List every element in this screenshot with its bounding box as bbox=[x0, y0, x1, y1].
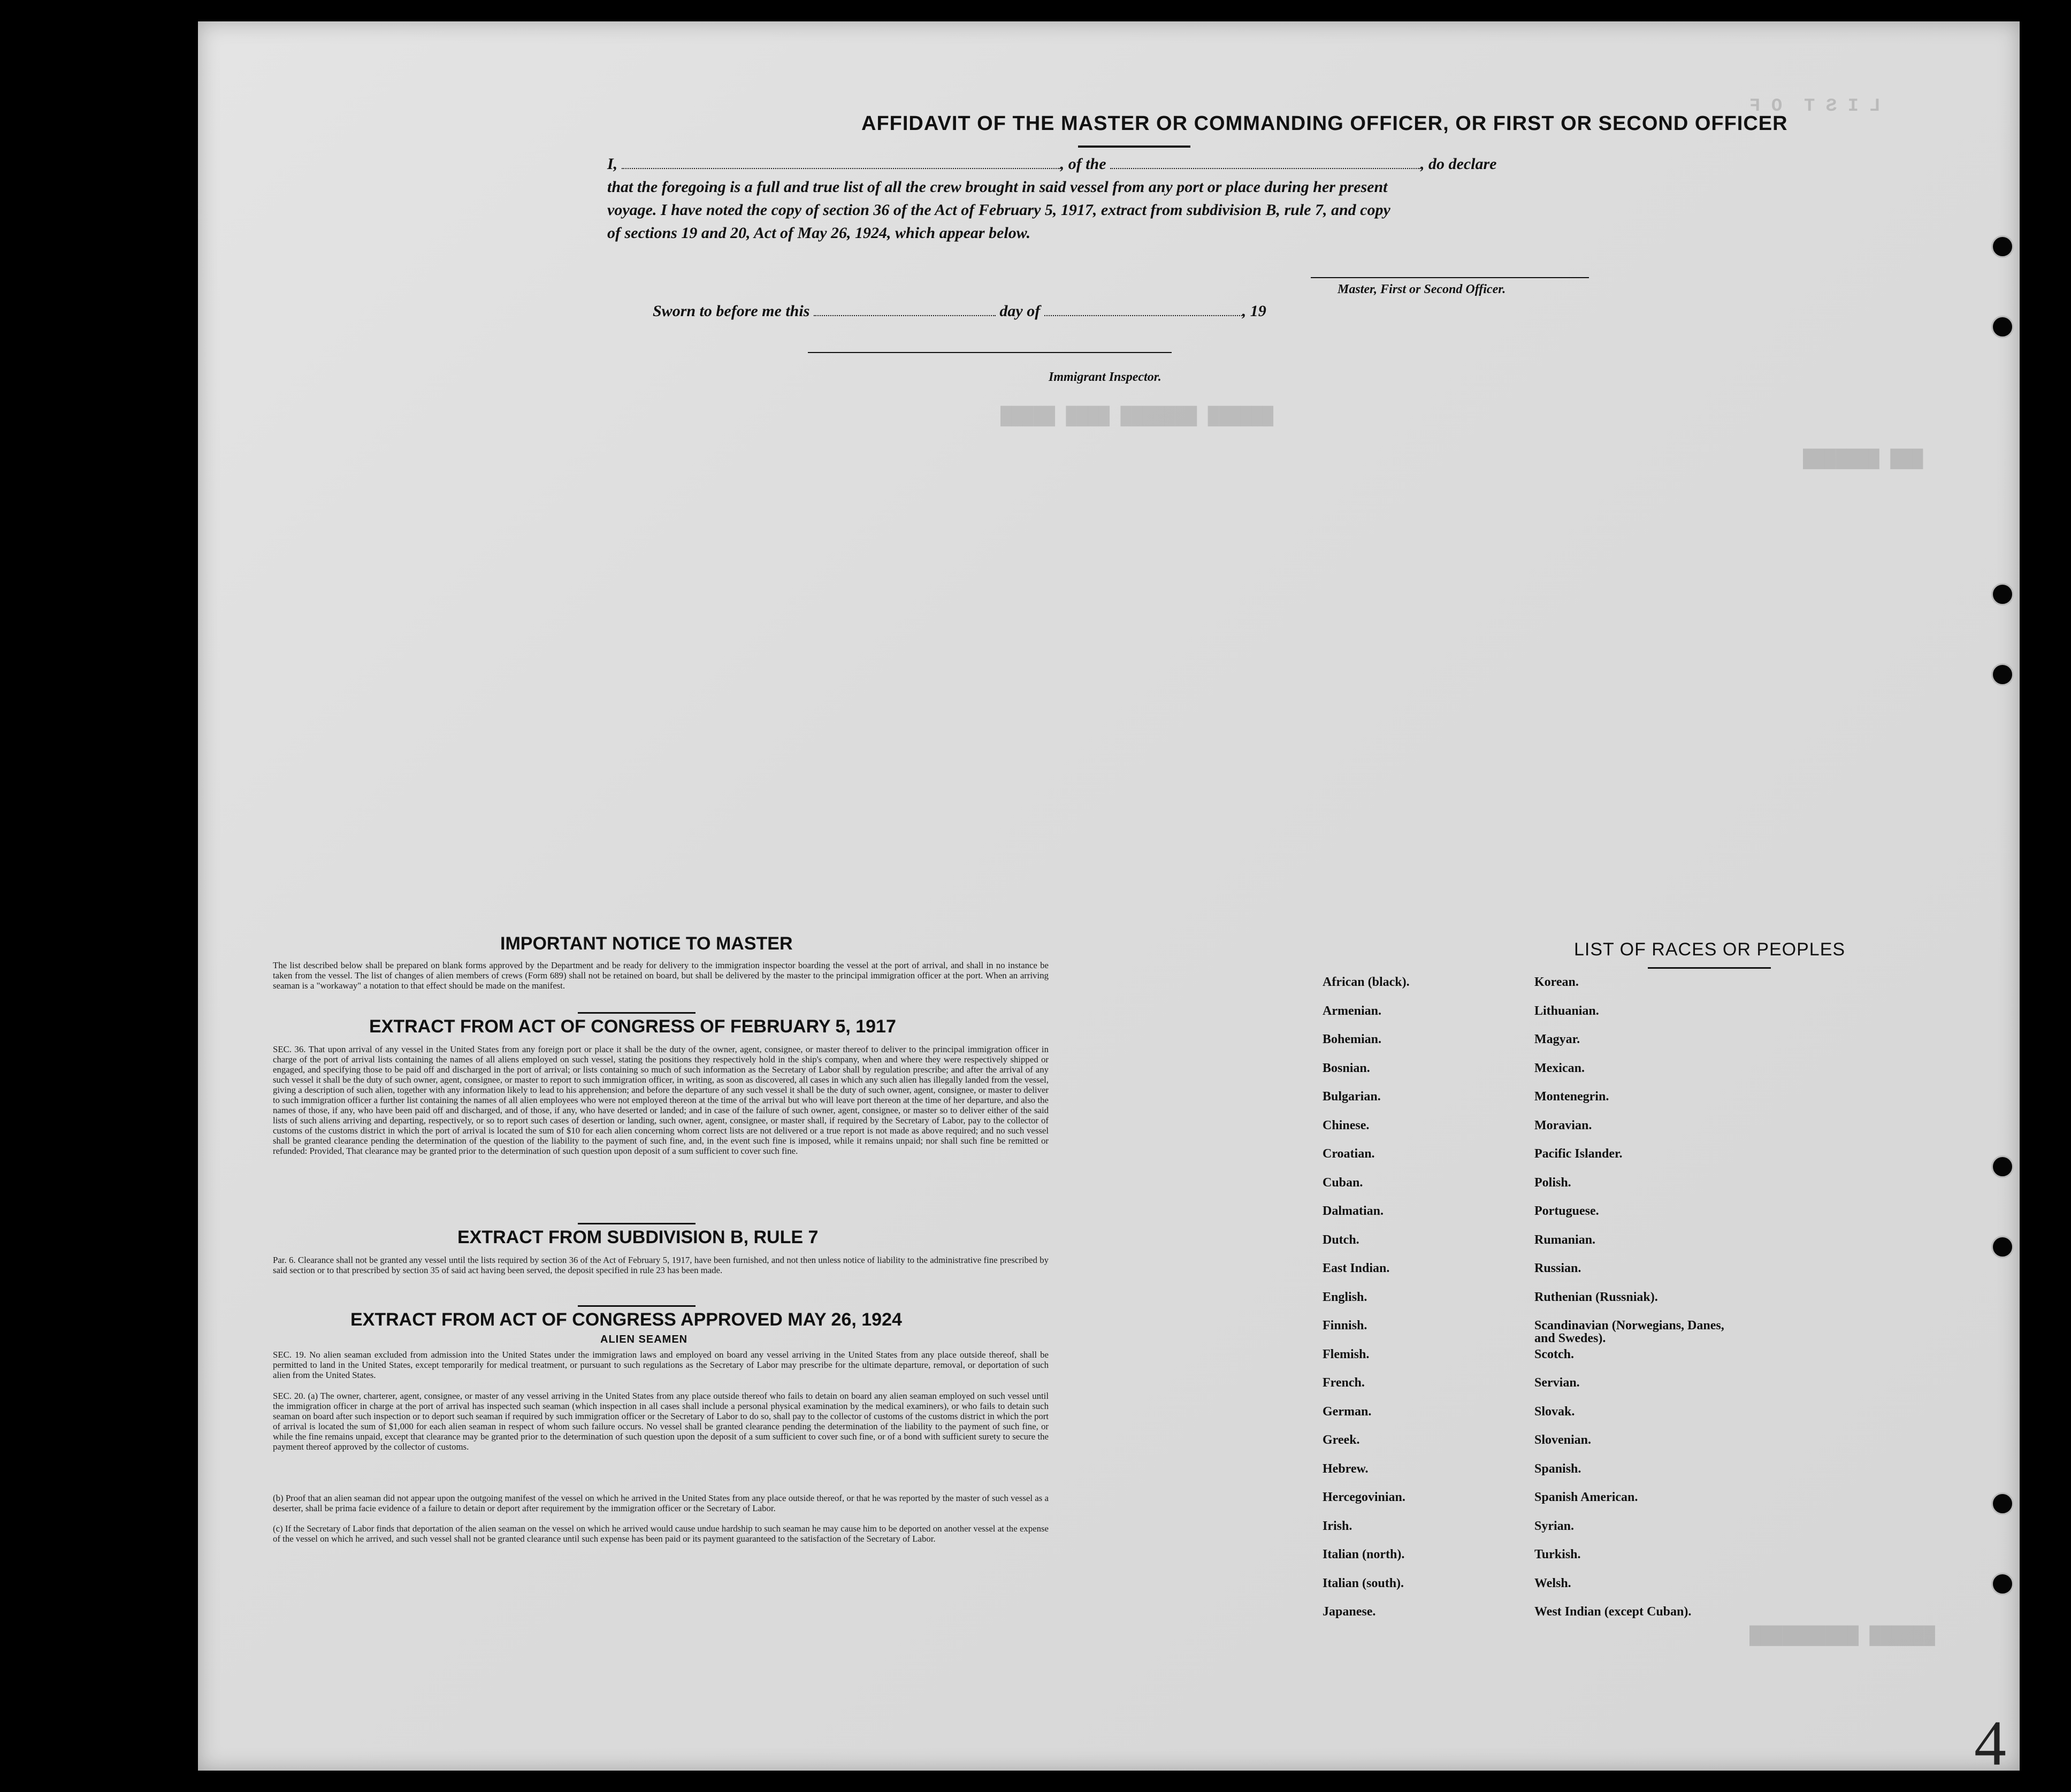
race-item: Finnish. bbox=[1323, 1319, 1367, 1332]
race-item: Turkish. bbox=[1534, 1548, 1581, 1561]
race-item: Spanish. bbox=[1534, 1461, 1581, 1476]
extract-1924-sec20: SEC. 20. (a) The owner, charterer, agent, consignee, or master of any vessel arriving in the United States from any place outside thereof who fails to detain on board any alien seaman employed on such vessel until the immigration officer in charge at the port of arrival has inspected such seaman (which inspection in all cases shall include a personal physical examination by the medical examiners), or who fails to detain such seaman on board after such inspection or to deport such seaman if required by such immigration officer or the Secretary of Labor to do so, shall pay to the collector of customs of the customs district in which the port of arrival is located the sum of $1,000 for each alien seaman in respect of whom such failure occurs. No vessel shall be granted clearance pending the determination of the liability to the payment of such fine, or while the fine remains unpaid, except that clearance may be granted prior to the determination of such question upon the deposit of a sum sufficient to cover such fine, or of a bond with sufficient surety to secure the payment thereof approved by the collector of customs. bbox=[273, 1391, 1049, 1452]
race-item: Dutch. bbox=[1323, 1232, 1359, 1247]
races-left-column bbox=[1323, 976, 1526, 1634]
document-sheet bbox=[198, 21, 2020, 1779]
name-field[interactable] bbox=[622, 155, 1060, 169]
race-item: Chinese. bbox=[1323, 1118, 1370, 1132]
extract-1917-title: EXTRACT FROM ACT OF CONGRESS OF FEBRUARY 5, 1917 bbox=[369, 1016, 896, 1037]
race-item: Polish. bbox=[1534, 1175, 1571, 1190]
race-item: Lithuanian. bbox=[1534, 1004, 1599, 1018]
binder-hole bbox=[1991, 583, 2014, 606]
bleed-through-text: ██████████ ██████ bbox=[1749, 1626, 1935, 1647]
binder-hole bbox=[1991, 1236, 2014, 1258]
race-item: Ruthenian (Russniak). bbox=[1534, 1290, 1658, 1304]
notice-title: IMPORTANT NOTICE TO MASTER bbox=[500, 933, 793, 954]
affidavit-title: AFFIDAVIT OF THE MASTER OR COMMANDING OFFICER, OR FIRST OR SECOND OFFICER bbox=[861, 112, 1788, 135]
race-item: Greek. bbox=[1323, 1433, 1360, 1447]
title-divider bbox=[1078, 145, 1190, 148]
sworn-month-field[interactable] bbox=[1044, 302, 1242, 316]
race-item: Italian (north). bbox=[1323, 1548, 1405, 1561]
affidavit-line-1: I, , of the , do declare bbox=[607, 155, 1497, 173]
race-item: Croatian. bbox=[1323, 1147, 1375, 1161]
binder-hole bbox=[1991, 235, 2014, 258]
race-item: Montenegrin. bbox=[1534, 1090, 1609, 1104]
races-right-column bbox=[1534, 976, 1802, 1634]
inspector-signature-line bbox=[808, 352, 1172, 353]
subdivision-b-title: EXTRACT FROM SUBDIVISION B, RULE 7 bbox=[457, 1227, 819, 1247]
bleed-through-text: L I S T O F bbox=[1749, 96, 1881, 117]
alien-seamen-subtitle: ALIEN SEAMEN bbox=[600, 1334, 688, 1345]
race-item: German. bbox=[1323, 1404, 1372, 1419]
binder-hole bbox=[1991, 1155, 2014, 1178]
master-signature-caption: Master, First or Second Officer. bbox=[1338, 282, 1506, 296]
extract-1924-sec19: SEC. 19. No alien seaman excluded from admission into the United States under the immigration laws and employed on board any vessel arriving in the United States from any place outside thereof, shall be permitted to land in the United States, except temporarily for medical treatment, or pursuant to such regulations as the Secretary of Labor may prescribe for the ultimate departure, removal, or deportation of such alien from the United States. bbox=[273, 1350, 1049, 1380]
race-item: Servian. bbox=[1534, 1376, 1580, 1390]
race-item: Hebrew. bbox=[1323, 1461, 1369, 1476]
affidavit-line-3: voyage. I have noted the copy of section 36 of the Act of February 5, 1917, extract from subdivision B, rule 7, and copy bbox=[607, 201, 1390, 219]
extract-1917-text: SEC. 36. That upon arrival of any vessel in the United States from any foreign port or place it shall be the duty of the owner, agent, consignee, or master thereof to deliver to the principal immigration officer in charge of the port of arrival lists containing the names of all aliens employed on such vessel, stating the positions they respectively hold in the ship's company, when and where they were respectively shipped or engaged, and specifying those to be paid off and discharged in the port of arrival; or lists containing so much of such information as the Secretary of Labor shall by regulation prescribe; and after the arrival of any such vessel it shall be the duty of such owner, agent, consignee, or master to report to such immigration officer, in writing, as soon as discovered, all cases in which any such alien has illegally landed from the vessel, giving a description of such alien, together with any information likely to lead to his apprehension; and before the departure of any such vessel it shall be the duty of such owner, agent, consignee, or master to deliver to such immigration officer a further list containing the names of all alien employees who were not employed thereon at the time of the arrival but who will leave port thereon at the time of her departure, and also the names of those, if any, who have been paid off and discharged, and of those, if any, who have deserted or landed; and in case of the failure of such owner, agent, consignee, or master so to deliver either of the said lists of such aliens arriving and departing, respectively, or so to report such cases of desertion or landing, such owner, agent, consignee, or master shall, if required by the Secretary of Labor, pay to the collector of customs of the customs district in which the port of arrival is located the sum of $10 for each alien concerning whom correct lists are not delivered or a true report is not made as above required; and no such vessel shall be granted clearance pending the determination of the question of the liability to the payment of such fine, and, in the event such fine is imposed, while it remains unpaid; nor shall such fine be remitted or refunded: Provided, That clearance may be granted prior to the determination of such question upon deposit of a sum sufficient to cover such fine. bbox=[273, 1044, 1049, 1156]
race-item: Spanish American. bbox=[1534, 1490, 1638, 1504]
race-item: Portuguese. bbox=[1534, 1204, 1599, 1218]
signature-line bbox=[1311, 277, 1589, 278]
section-divider bbox=[578, 1223, 696, 1224]
race-item: Russian. bbox=[1534, 1261, 1581, 1275]
race-item: Scotch. bbox=[1534, 1347, 1574, 1361]
race-item: Magyar. bbox=[1534, 1032, 1580, 1046]
extract-1924-sec20c: (c) If the Secretary of Labor finds that deportation of the alien seaman on the vessel on which he arrived would cause undue hardship to such seaman he may cause him to be deported on another vessel at the expense of the vessel on which he arrived, and such vessel shall not be granted clearance until such expense has been paid or its payment guaranteed to the satisfaction of the Secretary of Labor. bbox=[273, 1523, 1049, 1544]
bleed-through-text: █████ ████ ███████ ██████ bbox=[1000, 407, 1274, 427]
race-item: Armenian. bbox=[1323, 1004, 1381, 1018]
race-item: African (black). bbox=[1323, 975, 1410, 989]
extract-1924-sec20b: (b) Proof that an alien seaman did not appear upon the outgoing manifest of the vessel on which he arrived in the United States from any place outside thereof, or that he was reported by the master of such vessel as a deserter, shall be prima facie evidence of a failure to detain or deport after requirement by the immigration officer or the Secretary of Labor. bbox=[273, 1493, 1049, 1513]
affidavit-line-4: of sections 19 and 20, Act of May 26, 1924, which appear below. bbox=[607, 224, 1031, 242]
subdivision-b-text: Par. 6. Clearance shall not be granted any vessel until the lists required by section 36 of the Act of February 5, 1917, have been furnished, and not then unless notice of liability to the administrative fine prescribed by said section or to that prescribed by section 35 of said act having been served, the deposit specified in rule 23 has been made. bbox=[273, 1255, 1049, 1275]
race-item: French. bbox=[1323, 1376, 1365, 1390]
race-item: Bulgarian. bbox=[1323, 1090, 1381, 1104]
race-item: Scandinavian (Norwegians, Danes, and Swedes). bbox=[1534, 1319, 1724, 1345]
race-item: English. bbox=[1323, 1290, 1367, 1304]
bleed-through-text: ███████ ███ bbox=[1803, 449, 1923, 470]
race-item: Japanese. bbox=[1323, 1605, 1376, 1619]
race-item: Moravian. bbox=[1534, 1118, 1592, 1132]
binder-hole bbox=[1991, 1492, 2014, 1515]
race-item: Korean. bbox=[1534, 975, 1579, 989]
binder-hole bbox=[1991, 1573, 2014, 1595]
binder-hole bbox=[1991, 316, 2014, 338]
race-item: Mexican. bbox=[1534, 1061, 1585, 1075]
race-item: Bohemian. bbox=[1323, 1032, 1382, 1046]
race-item: Slovenian. bbox=[1534, 1433, 1592, 1447]
race-item: Italian (south). bbox=[1323, 1576, 1404, 1590]
extract-1924-title: EXTRACT FROM ACT OF CONGRESS APPROVED MAY 26, 1924 bbox=[350, 1309, 902, 1330]
race-item: East Indian. bbox=[1323, 1261, 1390, 1275]
affidavit-line-2: that the foregoing is a full and true list of all the crew brought in said vessel from any port or place during her present bbox=[607, 178, 1388, 196]
race-item: Flemish. bbox=[1323, 1347, 1370, 1361]
section-divider bbox=[578, 1012, 696, 1014]
race-item: Irish. bbox=[1323, 1519, 1352, 1533]
race-item: Cuban. bbox=[1323, 1175, 1363, 1190]
binder-hole bbox=[1991, 663, 2014, 686]
handwritten-page-mark: 4 bbox=[1974, 1707, 2006, 1779]
notice-text: The list described below shall be prepared on blank forms approved by the Department and be ready for delivery to the immigration inspector boarding the vessel at the port of arrival, and shall in no instance be taken from the vessel. The list of changes of alien members of crews (Form 689) shall not be retained on board, but shall be delivered by the master to the principal immigration officer at the port. When an arriving seaman is a "workaway" a notation to that effect should be made on the manifest. bbox=[273, 960, 1049, 991]
inspector-caption: Immigrant Inspector. bbox=[1049, 370, 1161, 384]
section-divider bbox=[578, 1305, 696, 1307]
race-item: Welsh. bbox=[1534, 1576, 1571, 1590]
race-item: Slovak. bbox=[1534, 1404, 1575, 1419]
race-item: Rumanian. bbox=[1534, 1232, 1596, 1247]
races-title: LIST OF RACES OR PEOPLES bbox=[1574, 939, 1846, 960]
race-item: Dalmatian. bbox=[1323, 1204, 1384, 1218]
race-item: West Indian (except Cuban). bbox=[1534, 1605, 1692, 1619]
race-item: Bosnian. bbox=[1323, 1061, 1370, 1075]
races-title-divider bbox=[1648, 967, 1771, 969]
race-item: Hercegovinian. bbox=[1323, 1490, 1405, 1504]
sworn-day-field[interactable] bbox=[814, 302, 996, 316]
sworn-line: Sworn to before me this day of , 19 bbox=[653, 302, 1266, 320]
race-item: Pacific Islander. bbox=[1534, 1147, 1623, 1161]
race-item: Syrian. bbox=[1534, 1519, 1575, 1533]
vessel-field[interactable] bbox=[1110, 155, 1420, 169]
